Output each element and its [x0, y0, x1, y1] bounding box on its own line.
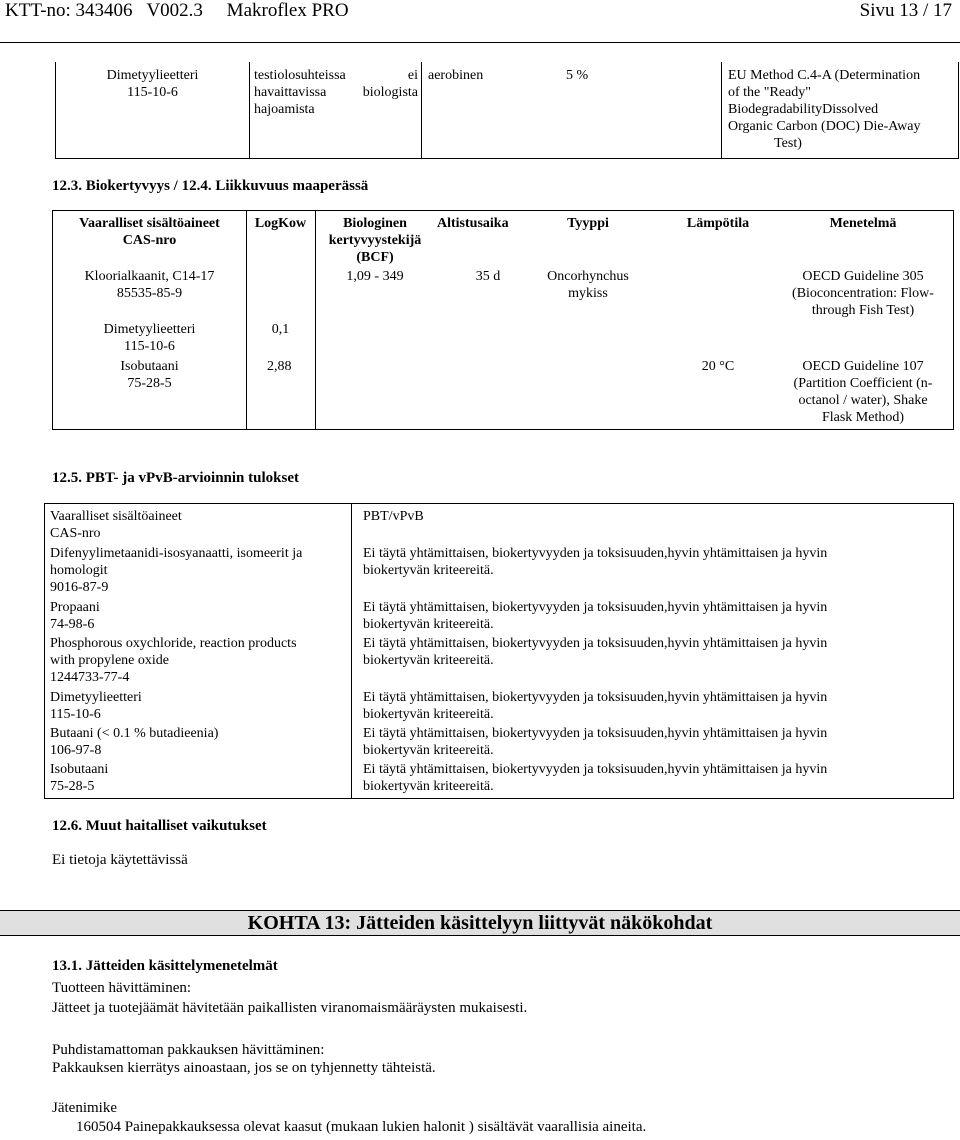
method-line: octanol / water), Shake	[798, 393, 928, 408]
method-value	[773, 358, 953, 426]
product-disposal-label: Tuotteen hävittäminen:	[52, 980, 192, 996]
species-value	[523, 268, 653, 302]
header-bcf	[315, 215, 435, 266]
temperature-value: 20 °C	[701, 359, 735, 374]
method-line: Test)	[774, 136, 802, 151]
substance-line: Difenyylimetaanidi-isosyanaatti, isomeerit ja	[50, 546, 303, 561]
header-temperature: Lämpötila	[686, 216, 750, 231]
test-type: aerobinen	[428, 68, 484, 83]
pbt-vpvb-table	[44, 503, 954, 799]
species-line: mykiss	[568, 286, 608, 301]
result-line: Ei täytä yhtämittaisen, biokertyvyyden ja toksisuuden,hyvin yhtämittaisen ja hyvin	[363, 636, 828, 651]
substance-line: 75-28-5	[50, 779, 95, 794]
bcf-value: 1,09 - 349	[346, 269, 404, 284]
method-cell	[728, 67, 953, 152]
method-line: EU Method C.4-A (Determination	[728, 68, 921, 83]
header-line: Vaaralliset sisältöaineet	[79, 216, 220, 231]
header-method: Menetelmä	[829, 216, 897, 231]
table-row-substance	[50, 761, 108, 795]
table-row-substance	[53, 321, 246, 355]
substance-line: homologit	[50, 563, 108, 578]
section-heading-12-6: 12.6. Muut haitalliset vaikutukset	[52, 818, 267, 834]
exposure-time-value: 35 d	[475, 269, 501, 284]
document-id: KTT-no: 343406 V002.3 Makroflex PRO	[5, 0, 349, 21]
page-header	[0, 0, 960, 44]
biodegradation-table	[55, 62, 959, 159]
result-line: biokertyvän kriteereitä.	[363, 653, 494, 668]
substance-line: Phosphorous oxychloride, reaction products	[50, 636, 297, 651]
substance-line: 106-97-8	[50, 743, 102, 758]
result-line: biokertyvän kriteereitä.	[363, 707, 494, 722]
table-row-substance	[50, 635, 297, 686]
substance-line: Isobutaani	[50, 762, 109, 777]
result-line: biokertyvän kriteereitä.	[363, 617, 494, 632]
result-line: Ei täytä yhtämittaisen, biokertyvyyden ja toksisuuden,hyvin yhtämittaisen ja hyvin	[363, 600, 828, 615]
substance-name: Dimetyylieetteri	[106, 68, 199, 83]
species-line: Oncorhynchus	[547, 269, 629, 284]
result-line: Ei täytä yhtämittaisen, biokertyvyyden ja toksisuuden,hyvin yhtämittaisen ja hyvin	[363, 546, 828, 561]
table-row-substance	[53, 268, 246, 302]
substance-line: 74-98-6	[50, 617, 95, 632]
section-heading-13-1: 13.1. Jätteiden käsittelymenetelmät	[52, 958, 278, 974]
substance-line: Butaani (< 0.1 % butadieenia)	[50, 726, 219, 741]
substance-line: 1244733-77-4	[50, 670, 130, 685]
packaging-disposal-text: Pakkauksen kierrätys ainoastaan, jos se on tyhjennetty tähteistä.	[52, 1060, 436, 1076]
waste-name-label: Jätenimike	[52, 1100, 117, 1116]
table-row-result	[363, 545, 827, 579]
substance-line: 115-10-6	[50, 707, 101, 722]
substance-line: with propylene oxide	[50, 653, 169, 668]
logkow-value: 2,88	[267, 359, 292, 374]
cas-number: 115-10-6	[127, 85, 178, 100]
cas-number: 75-28-5	[127, 376, 172, 391]
method-line: (Partition Coefficient (n-	[793, 376, 933, 391]
header-line: CAS-nro	[122, 233, 177, 248]
degradation-value: 5 %	[566, 68, 589, 83]
table-row-substance	[50, 725, 218, 759]
table-row-substance	[50, 545, 302, 596]
header-divider	[0, 42, 960, 43]
header-substance	[53, 215, 246, 249]
substance-line: Dimetyylieetteri	[50, 690, 142, 705]
page-number: Sivu 13 / 17	[859, 0, 952, 21]
table-row-result	[363, 725, 827, 759]
method-value	[773, 268, 953, 319]
method-line: of the "Ready"	[728, 85, 811, 100]
cas-number: 85535-85-9	[116, 286, 183, 301]
method-line: OECD Guideline 107	[802, 359, 924, 374]
column-divider	[421, 62, 422, 158]
substance-cell	[56, 67, 249, 101]
result-line: biokertyvän kriteereitä.	[363, 743, 494, 758]
method-line: OECD Guideline 305	[802, 269, 924, 284]
method-line: (Bioconcentration: Flow-	[792, 286, 934, 301]
header-exposure-time: Altistusaika	[437, 216, 509, 231]
column-divider	[246, 211, 247, 429]
table-row-substance	[50, 689, 142, 723]
table-row-result	[363, 689, 827, 723]
waste-name-text: 160504 Painepakkauksessa olevat kaasut (mukaan lukien halonit ) sisältävät vaarallisia aineita.	[76, 1119, 647, 1135]
substance-line: Propaani	[50, 600, 100, 615]
table-row-result	[363, 599, 827, 633]
result-line: biokertyvän kriteereitä.	[363, 779, 494, 794]
header-logkow: LogKow	[254, 216, 307, 231]
result-line: Ei täytä yhtämittaisen, biokertyvyyden ja toksisuuden,hyvin yhtämittaisen ja hyvin	[363, 726, 828, 741]
header-type: Tyyppi	[567, 216, 609, 231]
substance-name: Isobutaani	[120, 359, 179, 374]
table-row-substance	[50, 599, 100, 633]
column-divider	[721, 62, 722, 158]
header-line: Biologinen	[343, 216, 407, 231]
table-row-result	[363, 761, 827, 795]
packaging-disposal-label: Puhdistamattoman pakkauksen hävittäminen:	[52, 1042, 325, 1058]
header-line: kertyvyystekijä	[328, 233, 422, 248]
header-line: CAS-nro	[50, 526, 101, 541]
result-line: Ei täytä yhtämittaisen, biokertyvyyden ja toksisuuden,hyvin yhtämittaisen ja hyvin	[363, 690, 828, 705]
column-divider	[351, 504, 352, 798]
substance-name: Dimetyylieetteri	[103, 322, 196, 337]
section-heading-12-5: 12.5. PBT- ja vPvB-arvioinnin tulokset	[52, 470, 299, 486]
result-cell: testiolosuhteissa ei havaittavissa biologista hajoamista	[254, 68, 418, 117]
result-line: Ei täytä yhtämittaisen, biokertyvyyden ja toksisuuden,hyvin yhtämittaisen ja hyvin	[363, 762, 828, 777]
bioaccumulation-table	[52, 210, 954, 430]
section-12-6-text: Ei tietoja käytettävissä	[52, 852, 188, 868]
method-line: through Fish Test)	[811, 303, 915, 318]
result-line: biokertyvän kriteereitä.	[363, 563, 494, 578]
table-row-substance	[53, 358, 246, 392]
substance-line: 9016-87-9	[50, 580, 109, 595]
header-line: Vaaralliset sisältöaineet	[50, 509, 182, 524]
method-line: BiodegradabilityDissolved	[728, 102, 879, 117]
product-disposal-text: Jätteet ja tuotejäämät hävitetään paikallisten viranomaismääräysten mukaisesti.	[52, 1000, 528, 1016]
table-row-result	[363, 635, 827, 669]
substance-name: Kloorialkaanit, C14-17	[84, 269, 215, 284]
method-line: Organic Carbon (DOC) Die-Away	[728, 119, 921, 134]
header-result: PBT/vPvB	[363, 509, 424, 524]
cas-number: 115-10-6	[124, 339, 175, 354]
section-title-kohta-13: KOHTA 13: Jätteiden käsittelyyn liittyvät näkökohdat	[247, 912, 713, 934]
method-line: Flask Method)	[821, 410, 905, 425]
logkow-value: 0,1	[271, 322, 290, 337]
header-line: (BCF)	[356, 250, 394, 265]
column-divider	[249, 62, 250, 158]
header-substance	[50, 508, 182, 542]
section-heading-12-3: 12.3. Biokertyvyys / 12.4. Liikkuvuus maaperässä	[52, 178, 369, 194]
